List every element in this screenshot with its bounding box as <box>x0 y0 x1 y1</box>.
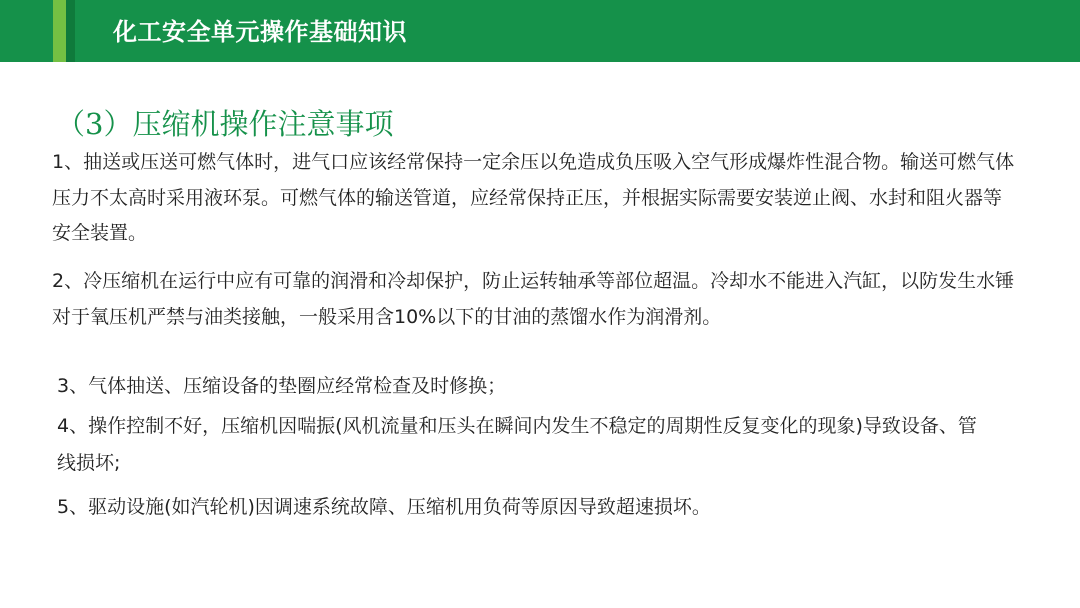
item-4: 4、操作控制不好，压缩机因喘振(风机流量和压头在瞬间内发生不稳定的周期性反复变化的现象)导致设备、管线损坏; <box>57 415 977 474</box>
header-accent-dark <box>66 0 75 62</box>
header-title: 化工安全单元操作基础知识 <box>113 18 407 46</box>
item-3: 3、气体抽送、压缩设备的垫圈应经常检查及时修换； <box>57 375 507 397</box>
header-accent-light <box>53 0 66 62</box>
item-5: 5、驱动设施(如汽轮机)因调速系统故障、压缩机用负荷等原因导致超速损坏。 <box>57 496 711 518</box>
header-bar <box>0 0 1080 62</box>
item-1: 1、抽送或压送可燃气体时，进气口应该经常保持一定余压以免造成负压吸入空气形成爆炸性混合物。输送可燃气体压力不太高时采用液环泵。可燃气体的输送管道，应经常保持正压，并根据实际需要安装逆止阀、水封和阻火器等安全装置。 <box>52 151 1015 244</box>
item-2: 2、冷压缩机在运行中应有可靠的润滑和冷却保护，防止运转轴承等部位超温。冷却水不能进入汽缸，以防发生水锤对于氧压机严禁与油类接触，一般采用含10%以下的甘油的蒸馏水作为润滑剂。 <box>52 270 1015 328</box>
section-title: （3）压缩机操作注意事项 <box>56 107 394 141</box>
